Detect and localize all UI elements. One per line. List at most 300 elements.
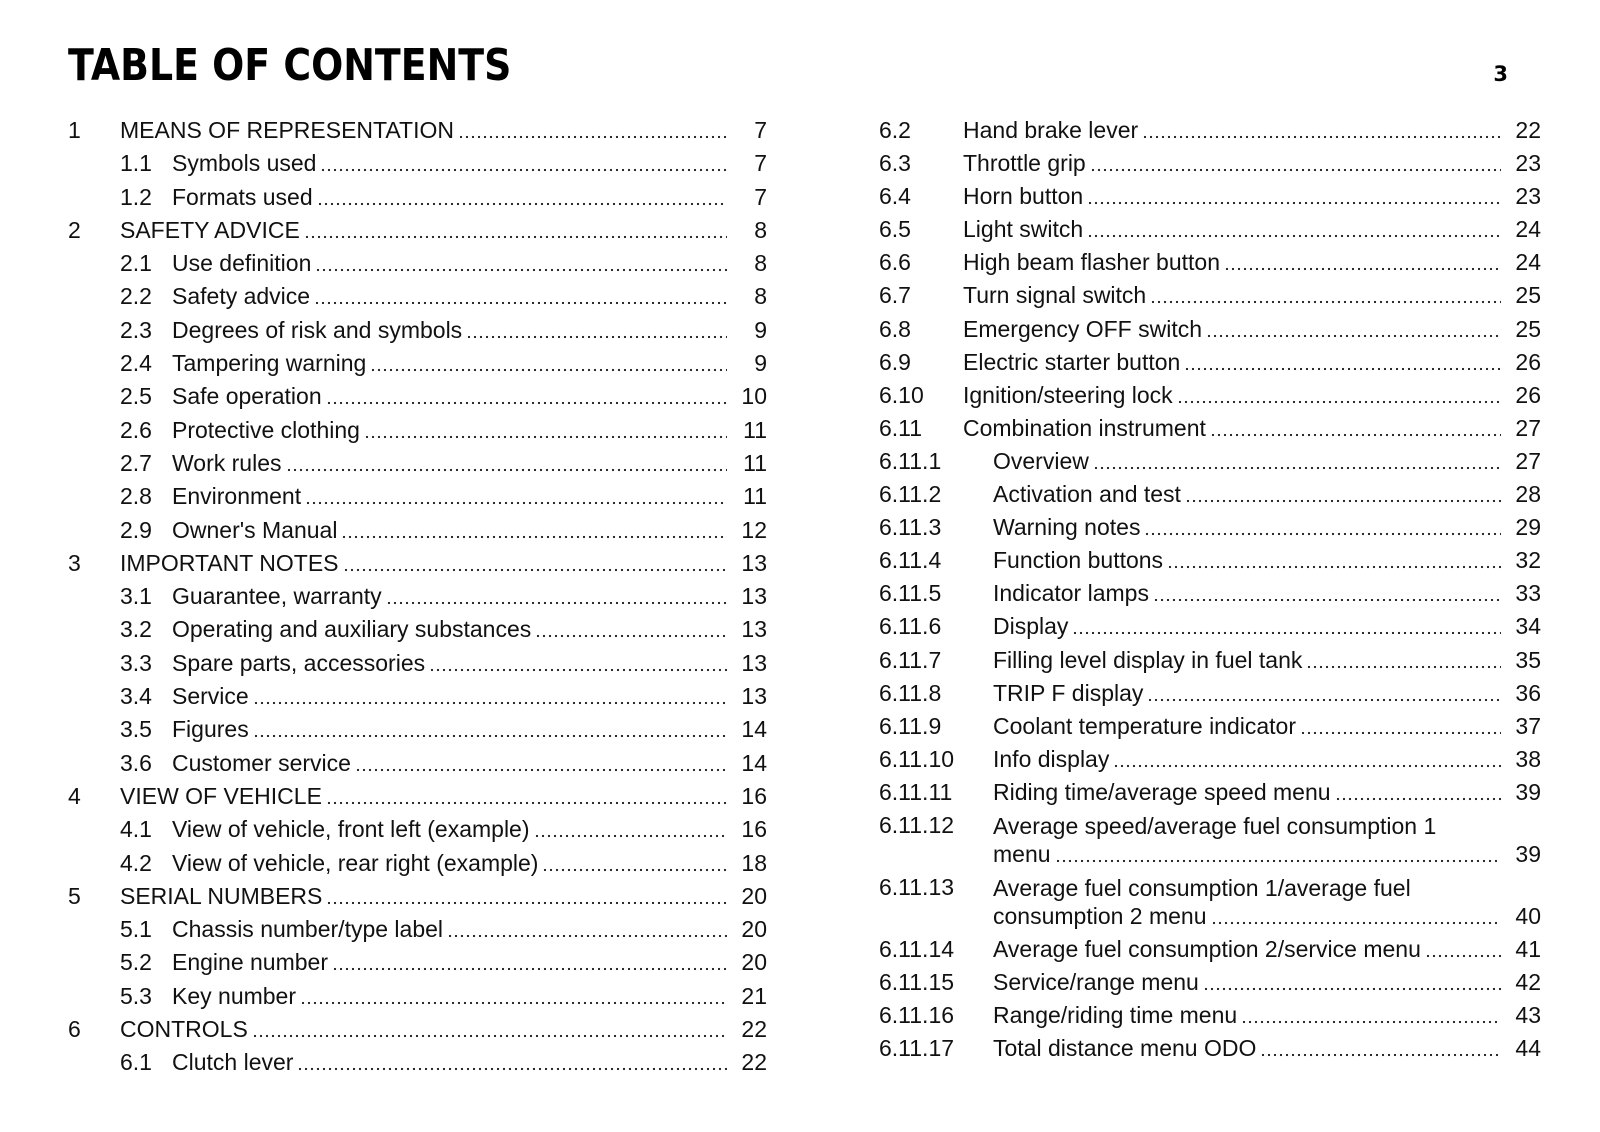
toc-dot-leader <box>315 268 727 272</box>
toc-entry-title: Display <box>993 613 1069 640</box>
toc-entry-title: Symbols used <box>172 150 317 177</box>
toc-entry-title-wrap <box>120 549 733 577</box>
toc-entry-page: 42 <box>1515 969 1541 996</box>
toc-entry-number: 6.11.16 <box>879 1002 955 1029</box>
toc-entry-title-wrap <box>172 516 733 544</box>
toc-entry-title-wrap <box>963 348 1507 376</box>
toc-dot-leader <box>1211 921 1501 925</box>
toc-entry-number: 2.3 <box>120 316 152 343</box>
toc-entry-number: 5.3 <box>120 982 152 1009</box>
toc-entry-page: 20 <box>741 916 767 943</box>
toc-entry-page: 41 <box>1515 936 1541 963</box>
toc-entry-number: 6.7 <box>879 282 911 309</box>
toc-entry-page: 35 <box>1515 646 1541 673</box>
toc-entry-number: 2.8 <box>120 483 152 510</box>
toc-entry[interactable] <box>879 778 1541 806</box>
toc-entry-title-wrap <box>993 935 1507 963</box>
toc-dot-leader <box>386 601 727 605</box>
toc-entry-title-continuation-line <box>993 902 1507 930</box>
toc-entry-title-wrap <box>172 582 733 610</box>
toc-entry-title-wrap <box>172 183 733 211</box>
page-title: TABLE OF CONTENTS <box>68 40 512 91</box>
toc-entry[interactable] <box>879 646 1541 674</box>
toc-entry-page: 44 <box>1515 1035 1541 1062</box>
toc-entry-number: 6.11.13 <box>879 874 955 901</box>
toc-entry[interactable] <box>879 1001 1541 1029</box>
toc-entry-title-wrap <box>172 649 733 677</box>
toc-entry-title: Filling level display in fuel tank <box>993 646 1303 673</box>
toc-entry-number: 4.1 <box>120 816 152 843</box>
toc-entry-title: Service <box>172 683 249 710</box>
toc-entry[interactable] <box>879 873 1541 930</box>
toc-entry-title: MEANS OF REPRESENTATION <box>120 117 454 143</box>
toc-dot-leader <box>1072 631 1501 635</box>
toc-entry-number: 1 <box>68 117 81 143</box>
toc-dot-leader <box>1185 499 1501 503</box>
toc-entry[interactable] <box>68 849 767 877</box>
toc-entry-page: 7 <box>754 117 767 143</box>
toc-entry[interactable] <box>68 183 767 211</box>
toc-entry-page: 14 <box>741 749 767 776</box>
toc-entry[interactable] <box>879 414 1541 442</box>
toc-entry[interactable] <box>68 316 767 344</box>
toc-entry-title-continuation-line <box>993 840 1507 868</box>
toc-entry-title-wrap <box>172 715 733 743</box>
toc-entry-page: 8 <box>754 283 767 310</box>
toc-entry-title: Spare parts, accessories <box>172 649 426 676</box>
toc-entry[interactable] <box>68 948 767 976</box>
toc-entry-page: 39 <box>1515 840 1541 867</box>
toc-entry-title: Clutch lever <box>172 1049 294 1076</box>
toc-entry-number: 6.5 <box>879 216 911 243</box>
toc-entry-page: 20 <box>741 882 767 909</box>
toc-entry-page: 18 <box>741 849 767 876</box>
toc-entry[interactable] <box>879 712 1541 740</box>
toc-dot-leader <box>458 135 727 139</box>
toc-entry[interactable] <box>68 1015 767 1043</box>
toc-dot-leader <box>1241 1020 1501 1024</box>
toc-entry-title-wrap <box>172 282 733 310</box>
toc-entry-page: 11 <box>743 449 767 476</box>
toc-entry-title-wrap <box>172 915 733 943</box>
toc-entry-title: Combination instrument <box>963 414 1206 441</box>
toc-entry-title-wrap <box>172 149 733 177</box>
toc-entry-title-wrap <box>993 513 1507 541</box>
toc-entry-number: 6.9 <box>879 348 911 375</box>
toc-entry-page: 23 <box>1515 183 1541 210</box>
toc-entry[interactable] <box>879 745 1541 773</box>
toc-entry[interactable] <box>879 546 1541 574</box>
toc-entry-title-wrap <box>993 874 1507 930</box>
toc-entry-page: 22 <box>741 1049 767 1076</box>
toc-dot-leader <box>320 168 727 172</box>
toc-entry[interactable] <box>68 249 767 277</box>
toc-entry-number: 5.1 <box>120 916 152 943</box>
toc-entry-title: IMPORTANT NOTES <box>120 549 339 576</box>
toc-entry-page: 12 <box>741 516 767 543</box>
toc-entry-title-wrap <box>120 116 733 144</box>
toc-entry[interactable] <box>879 348 1541 376</box>
toc-entry-page: 43 <box>1515 1002 1541 1029</box>
toc-entry-title-wrap <box>172 416 733 444</box>
toc-entry-number: 3.4 <box>120 683 152 710</box>
toc-entry-title: Formats used <box>172 183 313 210</box>
toc-entry-title: SERIAL NUMBERS <box>120 882 323 909</box>
toc-entry-title: Degrees of risk and symbols <box>172 316 463 343</box>
toc-entry-number: 4 <box>68 782 81 809</box>
toc-entry-number: 6.11.3 <box>879 514 942 541</box>
toc-entry-page: 37 <box>1515 712 1541 739</box>
toc-entry-title-wrap <box>993 546 1507 574</box>
toc-entry-title: Customer service <box>172 749 351 776</box>
toc-entry-title-wrap <box>993 1001 1507 1029</box>
toc-entry[interactable] <box>68 216 767 244</box>
toc-entry[interactable] <box>879 968 1541 996</box>
toc-dot-leader <box>1335 797 1501 801</box>
toc-right-column <box>879 116 1541 1068</box>
toc-entry-number: 6.11 <box>879 414 923 441</box>
toc-entry[interactable] <box>879 248 1541 276</box>
toc-entry-title-continued: consumption 2 menu <box>993 903 1207 930</box>
toc-entry-title-wrap <box>172 682 733 710</box>
toc-entry-page: 14 <box>741 716 767 743</box>
toc-dot-leader <box>252 1034 727 1038</box>
toc-entry-number: 6.2 <box>879 117 911 143</box>
toc-entry[interactable] <box>68 582 767 610</box>
toc-entry-number: 3 <box>68 549 81 576</box>
toc-entry-page: 36 <box>1515 679 1541 706</box>
toc-entry-number: 1.1 <box>120 150 152 177</box>
toc-entry[interactable] <box>879 182 1541 210</box>
toc-entry[interactable] <box>879 679 1541 707</box>
toc-entry-number: 5 <box>68 882 81 909</box>
toc-entry[interactable] <box>879 513 1541 541</box>
toc-entry-title-wrap <box>993 778 1507 806</box>
toc-entry-title-wrap <box>963 248 1507 276</box>
toc-entry-title: Use definition <box>172 250 312 277</box>
toc-entry-title-wrap <box>120 882 733 910</box>
toc-entry-number: 6 <box>68 1016 81 1043</box>
toc-entry-title-wrap <box>963 215 1507 243</box>
toc-entry[interactable] <box>68 649 767 677</box>
toc-entry-page: 33 <box>1515 580 1541 607</box>
toc-entry-title: Range/riding time menu <box>993 1002 1238 1029</box>
toc-dot-leader <box>317 202 727 206</box>
toc-dot-leader <box>253 701 727 705</box>
toc-dot-leader <box>1087 201 1501 205</box>
toc-dot-leader <box>297 1067 727 1071</box>
toc-entry-title: Electric starter button <box>963 348 1181 375</box>
toc-entry-title-wrap <box>172 815 733 843</box>
toc-entry[interactable] <box>68 482 767 510</box>
toc-entry[interactable] <box>68 915 767 943</box>
toc-entry-page: 23 <box>1515 150 1541 177</box>
toc-entry[interactable] <box>68 516 767 544</box>
toc-entry[interactable] <box>879 579 1541 607</box>
toc-entry[interactable] <box>68 615 767 643</box>
toc-entry-title-wrap <box>993 612 1507 640</box>
toc-entry[interactable] <box>68 682 767 710</box>
toc-entry-title: Total distance menu ODO <box>993 1035 1257 1062</box>
toc-entry-number: 6.11.8 <box>879 679 942 706</box>
toc-dot-leader <box>355 768 727 772</box>
toc-dot-leader <box>1147 698 1501 702</box>
toc-entry-page: 27 <box>1515 414 1541 441</box>
toc-entry-page: 20 <box>741 949 767 976</box>
toc-entry-title-wrap <box>993 679 1507 707</box>
toc-entry-title-wrap <box>993 480 1507 508</box>
toc-dot-leader <box>332 967 727 971</box>
toc-entry-title: Chassis number/type label <box>172 916 444 943</box>
toc-dot-leader <box>429 668 727 672</box>
toc-entry-number: 6.11.5 <box>879 580 942 607</box>
toc-entry-page: 7 <box>754 183 767 210</box>
toc-dot-leader <box>1055 859 1501 863</box>
toc-entry-page: 26 <box>1515 348 1541 375</box>
toc-entry[interactable] <box>68 549 767 577</box>
toc-entry-number: 6.4 <box>879 183 911 210</box>
toc-dot-leader <box>326 901 727 905</box>
toc-dot-leader <box>1087 234 1501 238</box>
toc-entry-number: 6.8 <box>879 315 911 342</box>
toc-entry-title-wrap <box>993 646 1507 674</box>
toc-entry-title-wrap <box>172 349 733 377</box>
toc-dot-leader <box>286 468 728 472</box>
toc-entry-page: 25 <box>1515 282 1541 309</box>
toc-entry-page: 25 <box>1515 315 1541 342</box>
toc-entry-title-wrap <box>993 447 1507 475</box>
toc-dot-leader <box>1167 565 1501 569</box>
toc-entry[interactable] <box>879 811 1541 868</box>
toc-entry-page: 26 <box>1515 381 1541 408</box>
toc-dot-leader <box>1203 987 1501 991</box>
toc-entry-number: 6.11.7 <box>879 646 942 673</box>
toc-entry-title: Engine number <box>172 949 328 976</box>
toc-dot-leader <box>1306 665 1501 669</box>
toc-entry-page: 16 <box>741 816 767 843</box>
toc-entry-title: CONTROLS <box>120 1016 248 1043</box>
toc-entry-title-wrap <box>993 712 1507 740</box>
toc-entry-title-wrap <box>172 849 733 877</box>
toc-dot-leader <box>305 501 727 505</box>
toc-entry-number: 2.4 <box>120 350 152 377</box>
toc-entry-title-wrap <box>120 216 733 244</box>
toc-entry-page: 29 <box>1515 514 1541 541</box>
toc-entry-page: 13 <box>741 649 767 676</box>
toc-entry-number: 6.11.15 <box>879 969 955 996</box>
toc-dot-leader <box>326 801 727 805</box>
toc-entry[interactable] <box>879 447 1541 475</box>
toc-entry-page: 39 <box>1515 778 1541 805</box>
toc-entry-title: View of vehicle, front left (example) <box>172 816 530 843</box>
toc-entry[interactable] <box>879 116 1541 144</box>
toc-entry-title-wrap <box>963 315 1507 343</box>
toc-entry-page: 9 <box>754 350 767 377</box>
toc-dot-leader <box>343 568 727 572</box>
toc-dot-leader <box>1153 598 1501 602</box>
toc-entry-page: 13 <box>741 583 767 610</box>
toc-entry-page: 10 <box>741 383 767 410</box>
toc-entry-number: 3.6 <box>120 749 152 776</box>
toc-entry[interactable] <box>68 449 767 477</box>
toc-entry-title: Work rules <box>172 449 282 476</box>
toc-entry-title: Light switch <box>963 216 1084 243</box>
toc-entry-number: 2.9 <box>120 516 152 543</box>
toc-entry[interactable] <box>68 416 767 444</box>
toc-entry-number: 3.1 <box>120 583 152 610</box>
toc-entry[interactable] <box>68 882 767 910</box>
toc-entry-title-wrap <box>993 1034 1507 1062</box>
toc-entry[interactable] <box>68 1048 767 1076</box>
toc-entry-number: 6.11.14 <box>879 936 955 963</box>
toc-entry-title-wrap <box>963 281 1507 309</box>
toc-entry-title-wrap <box>172 316 733 344</box>
toc-entry-page: 22 <box>1515 117 1541 143</box>
toc-entry-title: Guarantee, warranty <box>172 583 382 610</box>
toc-entry-number: 3.2 <box>120 616 152 643</box>
toc-entry-page: 11 <box>743 483 767 510</box>
toc-entry-title: VIEW OF VEHICLE <box>120 782 322 809</box>
toc-entry-page: 34 <box>1515 613 1541 640</box>
toc-dot-leader <box>466 335 727 339</box>
toc-entry-page: 8 <box>754 250 767 277</box>
toc-entry-title: Coolant temperature indicator <box>993 712 1296 739</box>
toc-entry[interactable] <box>68 382 767 410</box>
toc-entry-title: High beam flasher button <box>963 249 1220 276</box>
toc-entry-number: 6.10 <box>879 381 924 408</box>
toc-entry-title-wrap <box>993 745 1507 773</box>
toc-entry-title-wrap <box>172 482 733 510</box>
toc-entry-title-wrap <box>172 615 733 643</box>
toc-entry-title: Hand brake lever <box>963 117 1139 143</box>
toc-dot-leader <box>304 235 727 239</box>
toc-entry-title: Function buttons <box>993 547 1164 574</box>
toc-entry-title: Service/range menu <box>993 969 1199 996</box>
toc-entry-title-wrap <box>172 249 733 277</box>
toc-entry[interactable] <box>68 116 767 144</box>
toc-entry-number: 3.5 <box>120 716 152 743</box>
toc-entry[interactable] <box>68 349 767 377</box>
toc-entry-title: Riding time/average speed menu <box>993 778 1331 805</box>
toc-entry-title-wrap <box>172 948 733 976</box>
toc-entry-title-wrap <box>963 149 1507 177</box>
toc-dot-leader <box>1224 267 1501 271</box>
toc-entry-page: 38 <box>1515 745 1541 772</box>
toc-entry[interactable] <box>879 149 1541 177</box>
toc-entry-title: Indicator lamps <box>993 580 1149 607</box>
toc-entry-number: 3.3 <box>120 649 152 676</box>
toc-dot-leader <box>300 1001 727 1005</box>
toc-entry-title: Throttle grip <box>963 150 1086 177</box>
toc-entry[interactable] <box>879 612 1541 640</box>
toc-entry-title-wrap <box>963 381 1507 409</box>
toc-entry-title: Operating and auxiliary substances <box>172 616 532 643</box>
toc-entry[interactable] <box>879 281 1541 309</box>
toc-entry-page: 8 <box>754 216 767 243</box>
toc-entry-page: 16 <box>741 782 767 809</box>
toc-entry-number: 6.6 <box>879 249 911 276</box>
toc-entry-title: Activation and test <box>993 481 1181 508</box>
toc-entry-number: 2.2 <box>120 283 152 310</box>
toc-entry[interactable] <box>68 149 767 177</box>
toc-dot-leader <box>1113 764 1501 768</box>
toc-entry-title-wrap <box>993 812 1507 868</box>
toc-entry-title-wrap <box>120 1015 733 1043</box>
toc-entry-page: 7 <box>754 150 767 177</box>
toc-entry-page: 9 <box>754 316 767 343</box>
toc-entry[interactable] <box>879 480 1541 508</box>
toc-dot-leader <box>370 368 727 372</box>
toc-entry-page: 13 <box>741 683 767 710</box>
toc-dot-leader <box>341 535 727 539</box>
toc-dot-leader <box>1090 168 1501 172</box>
toc-dot-leader <box>1206 334 1501 338</box>
toc-entry-title-wrap <box>963 116 1507 144</box>
toc-entry-page: 28 <box>1515 481 1541 508</box>
toc-entry[interactable] <box>879 1034 1541 1062</box>
toc-dot-leader <box>1425 954 1501 958</box>
toc-dot-leader <box>1260 1053 1501 1057</box>
toc-entry-title-wrap <box>993 579 1507 607</box>
toc-entry[interactable] <box>879 935 1541 963</box>
toc-entry-number: 2.1 <box>120 250 152 277</box>
toc-entry-page: 24 <box>1515 249 1541 276</box>
toc-entry-number: 6.11.11 <box>879 778 953 805</box>
toc-entry-title-wrap <box>172 982 733 1010</box>
toc-entry-number: 2.7 <box>120 449 152 476</box>
toc-entry-title: SAFETY ADVICE <box>120 216 300 243</box>
toc-entry-number: 6.11.2 <box>879 481 942 508</box>
toc-entry-title-wrap <box>963 414 1507 442</box>
toc-entry[interactable] <box>879 215 1541 243</box>
toc-dot-leader <box>1150 300 1501 304</box>
toc-entry-title-wrap <box>993 968 1507 996</box>
toc-entry-number: 2.6 <box>120 416 152 443</box>
toc-entry[interactable] <box>68 815 767 843</box>
toc-dot-leader <box>1300 731 1501 735</box>
toc-entry-number: 1.2 <box>120 183 152 210</box>
toc-left-column <box>68 116 767 1082</box>
toc-entry-number: 6.11.1 <box>879 447 942 474</box>
toc-entry[interactable] <box>68 715 767 743</box>
toc-entry-number: 6.11.6 <box>879 613 942 640</box>
toc-entry[interactable] <box>68 782 767 810</box>
toc-dot-leader <box>253 734 727 738</box>
toc-entry-title-wrap <box>963 182 1507 210</box>
toc-entry[interactable] <box>879 315 1541 343</box>
toc-entry-title: Ignition/steering lock <box>963 381 1173 408</box>
toc-entry-page: 27 <box>1515 447 1541 474</box>
toc-entry[interactable] <box>879 381 1541 409</box>
toc-entry-number: 6.11.12 <box>879 811 955 838</box>
toc-entry-page: 40 <box>1515 903 1541 930</box>
toc-dot-leader <box>534 834 727 838</box>
toc-entry-title: Average fuel consumption 2/service menu <box>993 936 1421 963</box>
toc-entry-title: Horn button <box>963 183 1084 210</box>
toc-entry-number: 6.11.9 <box>879 712 942 739</box>
toc-entry-number: 5.2 <box>120 949 152 976</box>
toc-entry-title: Owner's Manual <box>172 516 338 543</box>
toc-entry[interactable] <box>68 982 767 1010</box>
toc-dot-leader <box>1177 400 1501 404</box>
toc-entry-title: Protective clothing <box>172 416 360 443</box>
toc-entry-title: TRIP F display <box>993 679 1144 706</box>
toc-entry[interactable] <box>68 282 767 310</box>
toc-entry[interactable] <box>68 749 767 777</box>
toc-entry-title-wrap <box>172 382 733 410</box>
toc-entry-title: Emergency OFF switch <box>963 315 1202 342</box>
toc-entry-title: Average fuel consumption 1/average fuel <box>993 875 1411 902</box>
